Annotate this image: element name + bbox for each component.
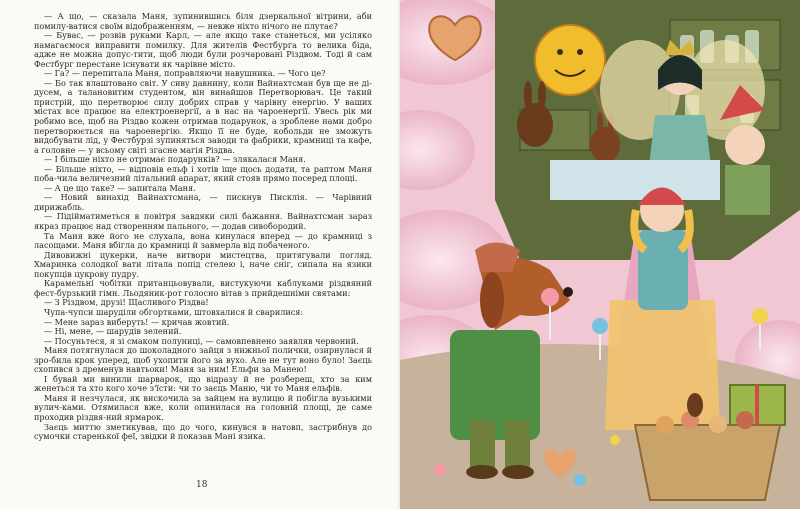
story-paragraph: — Посуньтеся, я зі смаком полуниці, — самовпевнено заявляв червоний.: [44, 335, 359, 346]
story-paragraph: Заєць миттю зметикував, що до чого, кинувся в натовп, застрибнув до сумочки старенької феї, звідки й показав Мані язика.: [34, 421, 372, 442]
story-paragraph: Маня й незчулася, як вискочила за зайцем на вулицю й побігла вузькими вулич-ками. Отямилася вже, коли опинилася на головній площі, де саме проходив різдвя-ний ярмарок.: [34, 392, 372, 422]
story-paragraph: Дивовижні цукерки, наче витвори мистецтва, притягували погляд. Хмаринка солодкої вати літала попід стелею і, наче сніг, сипала на язики покупців цукрову пудру.: [34, 249, 372, 279]
story-text: [34, 12, 372, 442]
story-paragraph: Карамельні чобітки пританцьовували, вистукуючи каблуками різдвяний фест-бурзький гімн. Льодяник-рот голосно вітав з прийдешніми святами:: [34, 278, 372, 298]
story-paragraph: — А що, — сказала Маня, зупинившись біля дзеркальної вітрини, аби помилу-ватися своїм відображенням, — невже ніхто нічого не плутає?: [34, 11, 372, 31]
story-paragraph: — Новий винахід Вайнахтсмана, — пискнув Писклія. — Чарівний дирижабль.: [34, 192, 372, 212]
story-paragraph: — Ні, мене, — шарудів зелений.: [44, 326, 182, 337]
story-paragraph: — Бувас, — розвів руками Карл, — але якщо таке станеться, ми усіляко намагаємося виправити помилку. Для жителів Фестбурга то велика біда, адже не можна допус-тити, щоб люди були розчаровані Різдвом. Тоді й сам Фестбург перестане існувати як чарівне місто.: [34, 30, 372, 69]
story-paragraph: — Більше ніхто, — відповів ельф і хотів іще щось додати, та раптом Маня поба-чила величезний літальний апарат, який стояв прямо посеред площі.: [34, 163, 372, 184]
story-paragraph: — З Різдвом, друзі! Щасливого Різдва!: [44, 297, 209, 308]
story-paragraph: І бувай ми винили шарварок, що відразу й не розбереш, хто за ким женеться та хто кого хоче з'їсти: чи то заєць Маню, чи то Маня ельфів.: [34, 373, 372, 394]
story-paragraph: — Га? — перепитала Маня, поправляючи навушника. — Чого це?: [44, 68, 326, 79]
page-number: 18: [196, 480, 208, 490]
story-paragraph: Маня потягнулася до шоколадного зайця з нижньої полички, озирнулася й зро-била крок уперед, щоб ухопити його за вухо. Але не тут воно було! Заєць схопився з дременув навтьоки! Маня за ним! Ельфи за Манею!: [34, 345, 372, 375]
story-paragraph: — Мене зараз виберуть! — кричав жовтий.: [44, 316, 230, 327]
story-paragraph: Та Маня вже його не слухала, вона кинулася вперед — до крамниці з ласощами. Маня вбігла до крамниці й завмерла від побаченого.: [34, 230, 372, 251]
story-paragraph: — А це що таке? — запитала Маня.: [44, 182, 196, 193]
story-paragraph: — Бо так влаштовано світ. У сиву давнину, коли Вайнахтсман був ще не ді-дусем, а талановитим студентом, він винайшов Перетворювач. Це такий пристрій, що перетворює силу добрих справ у чарівну енергію. У ваших містах все працює на електроенергії, а в нас на чароенергії. Увесь рік ми робимо все, щоб на Різдво кожен отримав подарунок, а зроблене нами добро перетворюється на чароенергію. Якщо її не буде, кобольди не зможуть видобувати лід, у Фестбурзі зупиняться заводи та фабрики, крамниці та кафе, а головне — у всьому світі згасне магія Різдва.: [34, 77, 372, 155]
illustration-page: [400, 0, 800, 509]
story-paragraph: Чупа-чупси шаруділи обгортками, штовхалися й сварилися:: [44, 306, 304, 317]
shop-counter: [550, 160, 720, 200]
candy-shop-illustration: [400, 0, 800, 509]
story-paragraph: — І більше ніхто не отримає подарунків? — злякалася Маня.: [44, 154, 306, 165]
story-paragraph: — Підійматиметься в повітря завдяки силі бажання. Вайнахтсман зараз якраз працює над створенням пального, — додав сивобородий.: [34, 211, 372, 232]
